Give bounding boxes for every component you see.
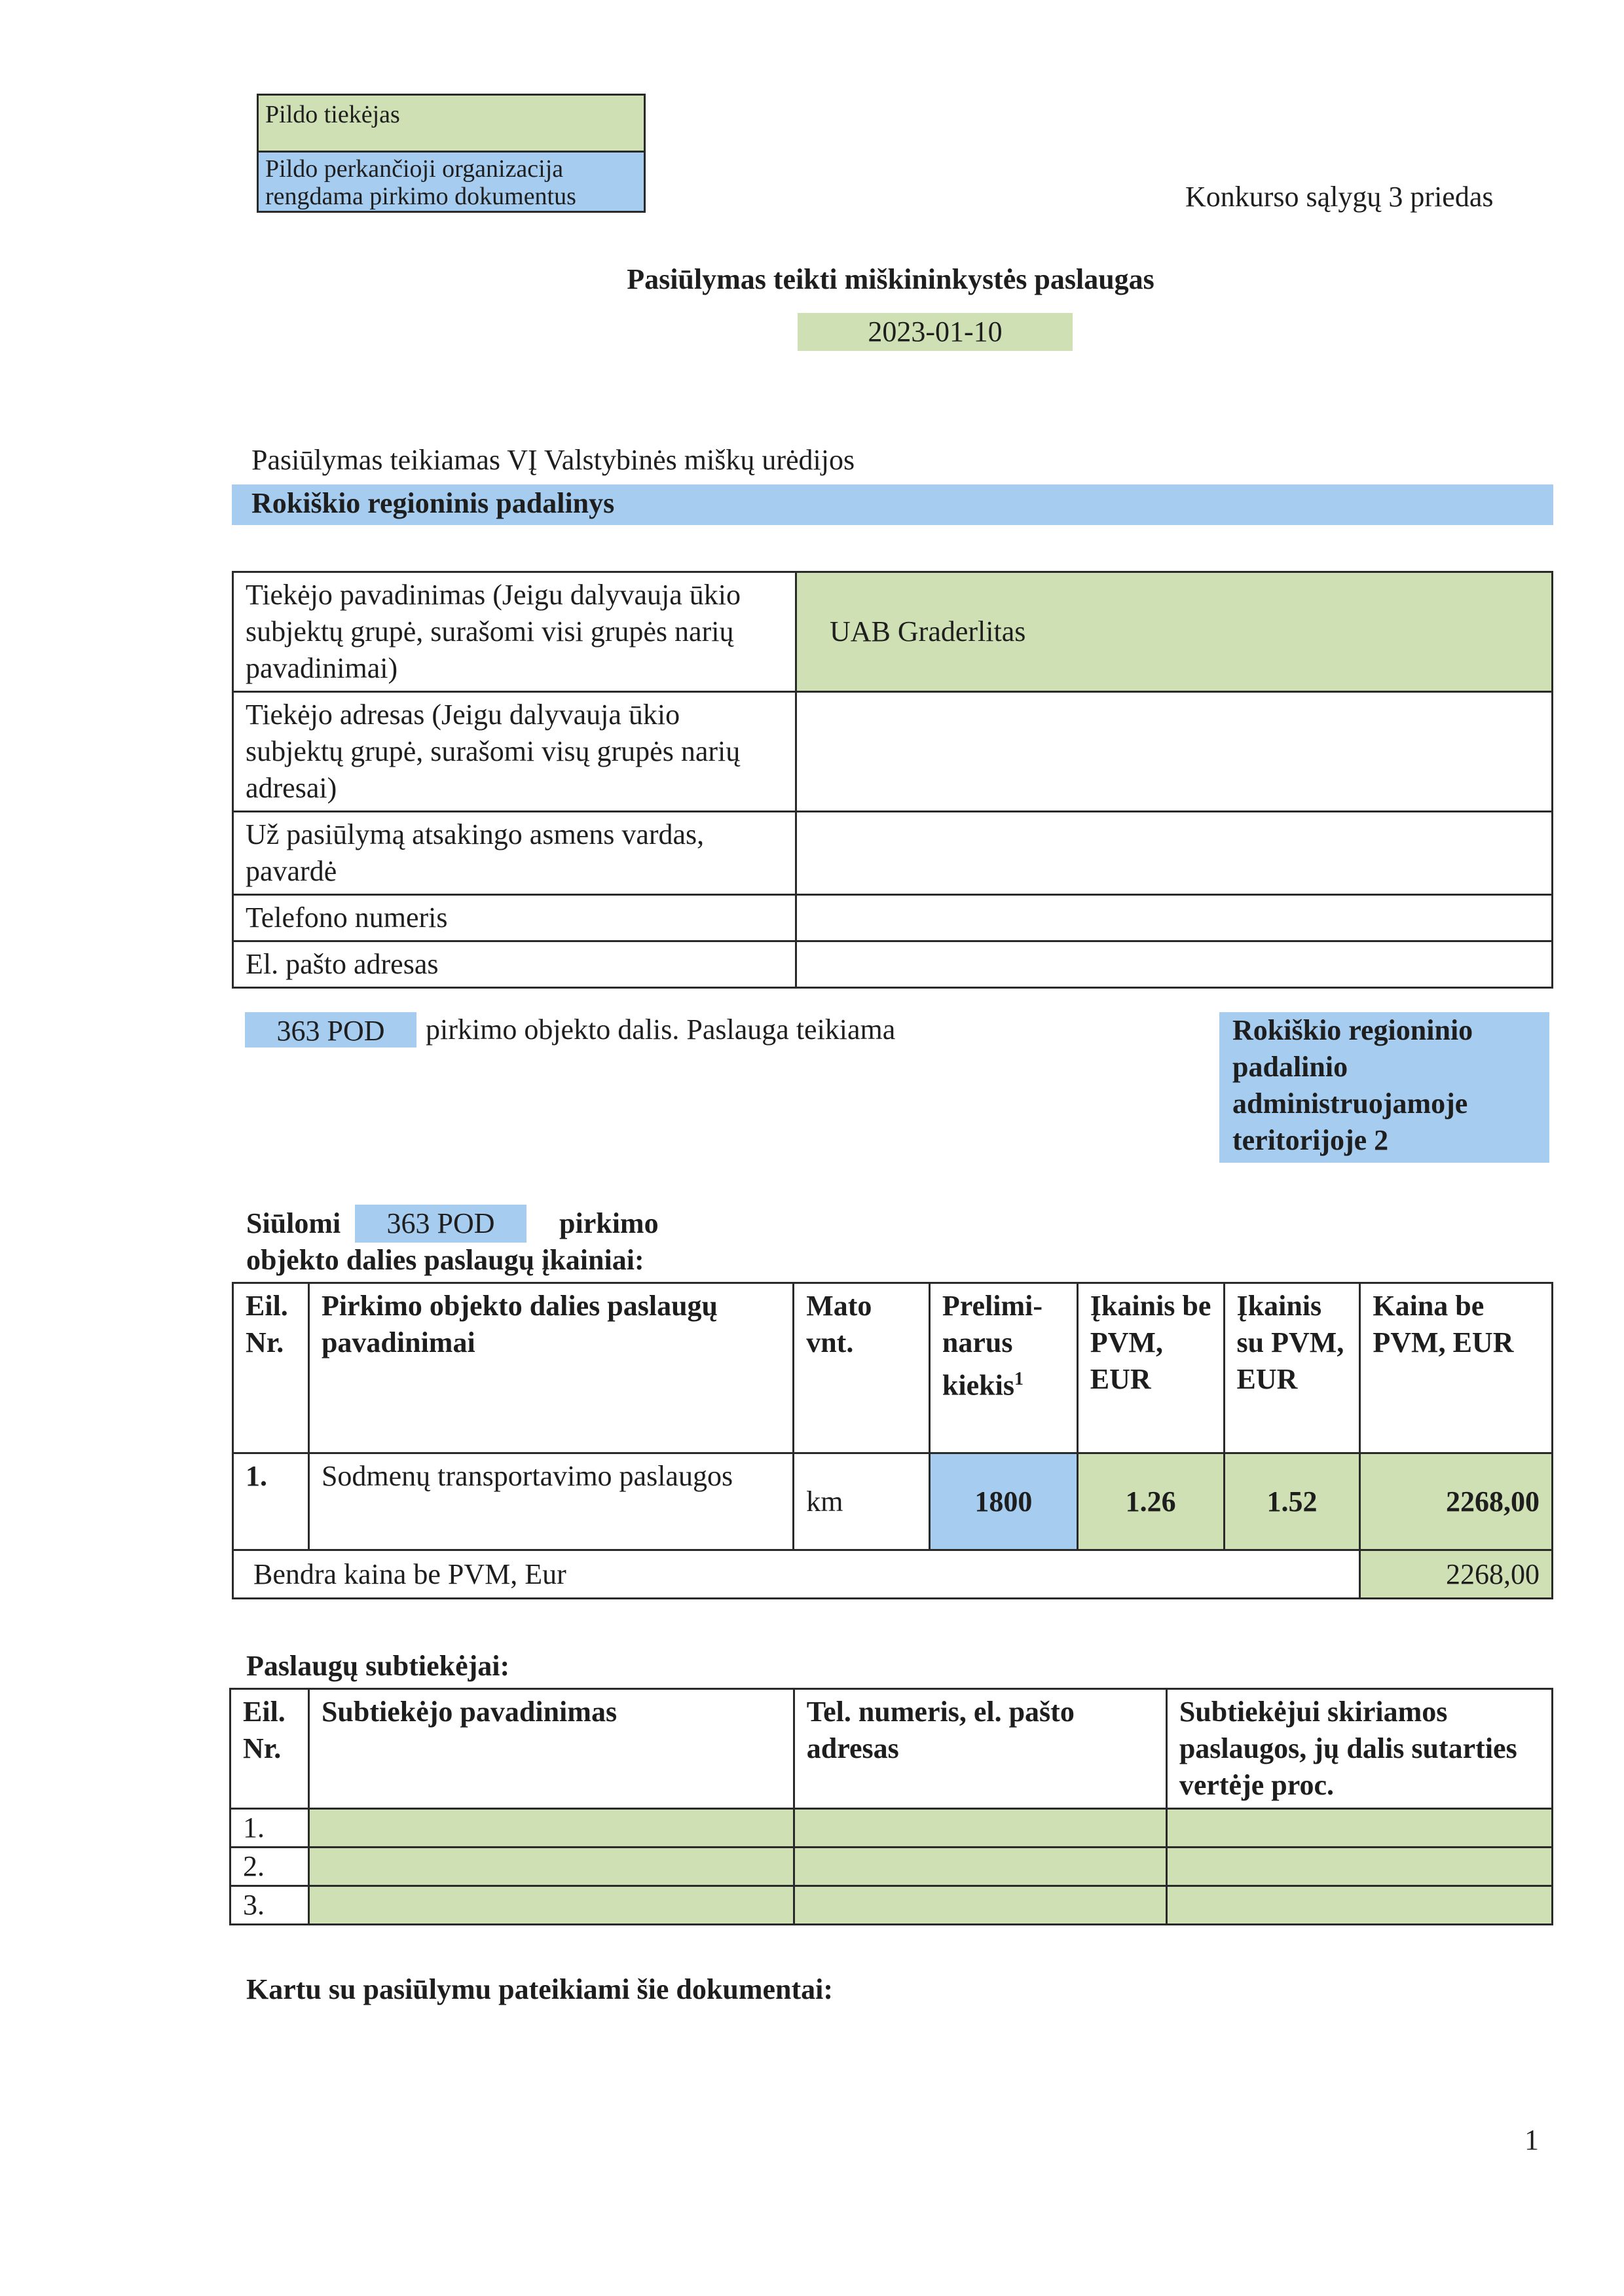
col-qty-label: Prelimi-narus kiekis — [942, 1290, 1043, 1402]
supplier-name-label: Tiekėjo pavadinimas (Jeigu dalyvauja ūkio subjektų grupė, surašomi visi grupės narių pavadinimai) — [233, 572, 796, 692]
page-number: 1 — [1524, 2124, 1539, 2156]
row-unit: km — [794, 1453, 930, 1550]
subcontractors-title: Paslaugų subtiekėjai: — [246, 1650, 510, 1682]
lot-description: pirkimo objekto dalis. Paslauga teikiama — [426, 1013, 896, 1046]
email-value[interactable] — [796, 941, 1553, 988]
row-qty: 1800 — [929, 1453, 1077, 1550]
lot-territory: Rokiškio regioninio padalinio administruojamoje teritorijoje 2 — [1219, 1012, 1549, 1163]
col-price-ex-vat: Įkainis be PVM, EUR — [1077, 1283, 1224, 1453]
sub-row-no: 2. — [231, 1848, 309, 1886]
annex-label: Konkurso sąlygų 3 priedas — [1185, 181, 1494, 213]
prices-heading — [246, 1205, 744, 1279]
phone-label: Telefono numeris — [233, 895, 796, 941]
sub-row-share[interactable] — [1166, 1809, 1552, 1848]
sub-row-name[interactable] — [308, 1848, 794, 1886]
lot-code: 363 POD — [245, 1012, 416, 1048]
col-no: Eil. Nr. — [233, 1283, 309, 1453]
price-table — [232, 1282, 1553, 1599]
sub-row-no: 1. — [231, 1809, 309, 1848]
legend-buyer: Pildo perkančioji organizacija rengdama pirkimo dokumentus — [259, 151, 644, 211]
sub-row-share[interactable] — [1166, 1886, 1552, 1925]
regional-unit: Rokiškio regioninis padalinys — [232, 484, 1553, 525]
sub-row-share[interactable] — [1166, 1848, 1552, 1886]
sub-col-no: Eil. Nr. — [231, 1689, 309, 1809]
prices-intro-2: pirkimo — [559, 1207, 659, 1239]
row-price-inc-vat[interactable]: 1.52 — [1224, 1453, 1360, 1550]
row-total[interactable]: 2268,00 — [1360, 1453, 1553, 1550]
prices-intro-1: Siūlomi — [246, 1207, 341, 1239]
footnote-mark: 1 — [1014, 1369, 1024, 1389]
prices-lot-code: 363 POD — [355, 1205, 526, 1243]
sub-col-name: Subtiekėjo pavadinimas — [308, 1689, 794, 1809]
supplier-table — [232, 571, 1553, 989]
documents-title: Kartu su pasiūlymu pateikiami šie dokumentai: — [246, 1973, 834, 2005]
sub-row-name[interactable] — [308, 1809, 794, 1848]
supplier-name-value[interactable]: UAB Graderlitas — [796, 572, 1553, 692]
supplier-address-label: Tiekėjo adresas (Jeigu dalyvauja ūkio subjektų grupė, surašomi visų grupės narių adresai) — [233, 692, 796, 812]
offer-date: 2023-01-10 — [798, 313, 1073, 351]
contact-person-label: Už pasiūlymą atsakingo asmens vardas, pavardė — [233, 812, 796, 895]
row-no: 1. — [233, 1453, 309, 1550]
legend-supplier: Pildo tiekėjas — [259, 96, 644, 151]
sub-row-contact[interactable] — [794, 1886, 1166, 1925]
col-price-inc-vat: Įkainis su PVM, EUR — [1224, 1283, 1360, 1453]
col-total: Kaina be PVM, EUR — [1360, 1283, 1553, 1453]
sub-row-contact[interactable] — [794, 1809, 1166, 1848]
contact-person-value[interactable] — [796, 812, 1553, 895]
sub-col-contact: Tel. numeris, el. pašto adresas — [794, 1689, 1166, 1809]
subcontractor-table — [229, 1688, 1553, 1925]
prices-intro-3: objekto dalies paslaugų įkainiai: — [246, 1244, 644, 1276]
sub-row-no: 3. — [231, 1886, 309, 1925]
col-service: Pirkimo objekto dalies paslaugų pavadinimai — [308, 1283, 793, 1453]
col-unit: Mato vnt. — [794, 1283, 930, 1453]
sub-row-name[interactable] — [308, 1886, 794, 1925]
document-title: Pasiūlymas teikti miškininkystės paslaugas — [627, 263, 1154, 295]
sub-col-share: Subtiekėjui skiriamos paslaugos, jų dalis sutarties vertėje proc. — [1166, 1689, 1552, 1809]
total-value[interactable]: 2268,00 — [1360, 1550, 1553, 1599]
total-label: Bendra kaina be PVM, Eur — [233, 1550, 1360, 1599]
email-label: El. pašto adresas — [233, 941, 796, 988]
phone-value[interactable] — [796, 895, 1553, 941]
row-price-ex-vat[interactable]: 1.26 — [1077, 1453, 1224, 1550]
supplier-address-value[interactable] — [796, 692, 1553, 812]
row-service: Sodmenų transportavimo paslaugos — [308, 1453, 793, 1550]
fill-legend — [257, 94, 646, 213]
col-qty — [929, 1283, 1077, 1453]
offer-recipient: Pasiūlymas teikiamas VĮ Valstybinės miškų urėdijos — [251, 444, 855, 476]
sub-row-contact[interactable] — [794, 1848, 1166, 1886]
